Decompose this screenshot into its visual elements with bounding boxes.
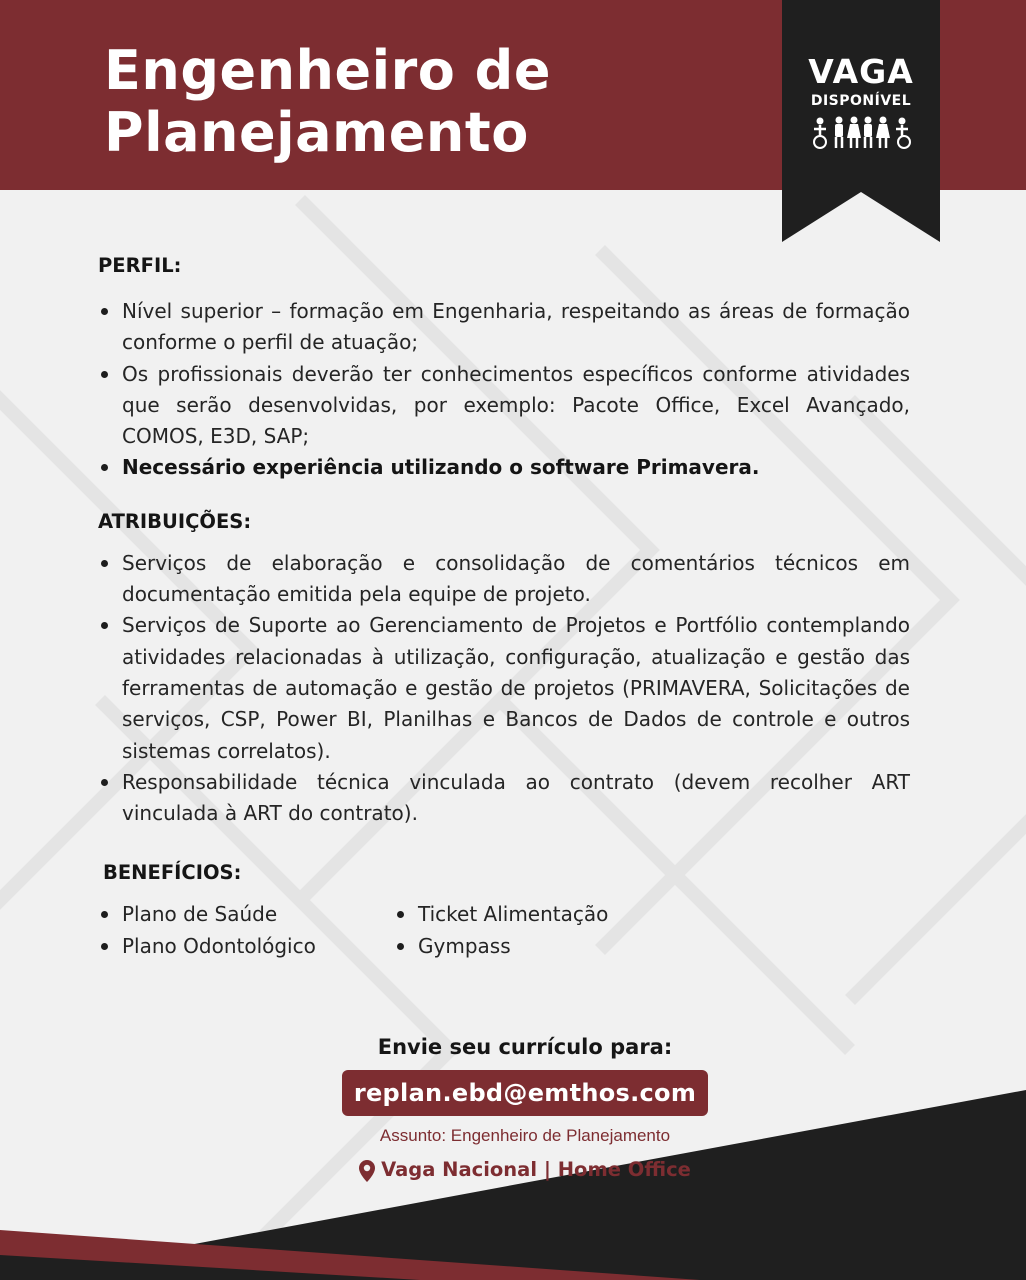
ribbon-vaga-text: VAGA xyxy=(808,52,914,91)
perfil-list xyxy=(98,296,910,484)
beneficio-item: Ticket Alimentação xyxy=(394,899,608,930)
atribuicoes-item: Responsabilidade técnica vinculada ao contrato (devem recolher ART vinculada à ART do contrato). xyxy=(98,767,910,830)
location-text: Vaga Nacional | Home Office xyxy=(381,1158,691,1181)
beneficios-col-2 xyxy=(394,899,608,962)
job-title-line1: Engenheiro de xyxy=(104,39,551,102)
email-container xyxy=(300,1070,750,1116)
atribuicoes-list xyxy=(98,548,910,830)
email-link[interactable]: replan.ebd@emthos.com xyxy=(342,1070,708,1116)
beneficios-col-1 xyxy=(98,899,394,962)
perfil-item: Os profissionais deverão ter conhecimentos específicos conforme atividades que serão desenvolvidas, por exemplo: Pacote Office, Excel Avançado, COMOS, E3D, SAP; xyxy=(98,359,910,453)
email-subject: Assunto: Engenheiro de Planejamento xyxy=(379,1126,671,1145)
beneficio-item: Gympass xyxy=(394,931,608,962)
atribuicoes-item: Serviços de Suporte ao Gerenciamento de Projetos e Portfólio contemplando atividades relacionadas à utilização, configuração, atualização e gestão das ferramentas de automação e gestão de projetos (PRIMAVERA, Solicitações de serviços, CSP, Power BI, Planilhas e Bancos de Dados de controle e outros sistemas correlatos). xyxy=(98,610,910,766)
atribuicoes-title: ATRIBUIÇÕES: xyxy=(98,509,252,533)
perfil-item: Nível superior – formação em Engenharia, respeitando as áreas de formação conforme o perfil de atuação; xyxy=(98,296,910,359)
atribuicoes-item: Serviços de elaboração e consolidação de comentários técnicos em documentação emitida pela equipe de projeto. xyxy=(98,548,910,611)
inclusive-people-icon xyxy=(806,114,918,150)
job-title-line2: Planejamento xyxy=(104,101,529,164)
perfil-item: Necessário experiência utilizando o software Primavera. xyxy=(98,452,910,483)
beneficios-title: BENEFÍCIOS: xyxy=(103,861,242,885)
location-line xyxy=(300,1155,750,1185)
map-pin-icon xyxy=(359,1160,375,1182)
beneficios-list xyxy=(98,899,910,962)
beneficio-item: Plano Odontológico xyxy=(98,931,394,962)
job-details xyxy=(98,250,910,962)
beneficio-item: Plano de Saúde xyxy=(98,899,394,930)
ribbon-disponivel-text: DISPONÍVEL xyxy=(810,93,912,109)
perfil-title: PERFIL: xyxy=(98,254,182,277)
send-cv-label: Envie seu currículo para: xyxy=(377,1035,673,1059)
bottom-decoration xyxy=(0,1090,1026,1280)
